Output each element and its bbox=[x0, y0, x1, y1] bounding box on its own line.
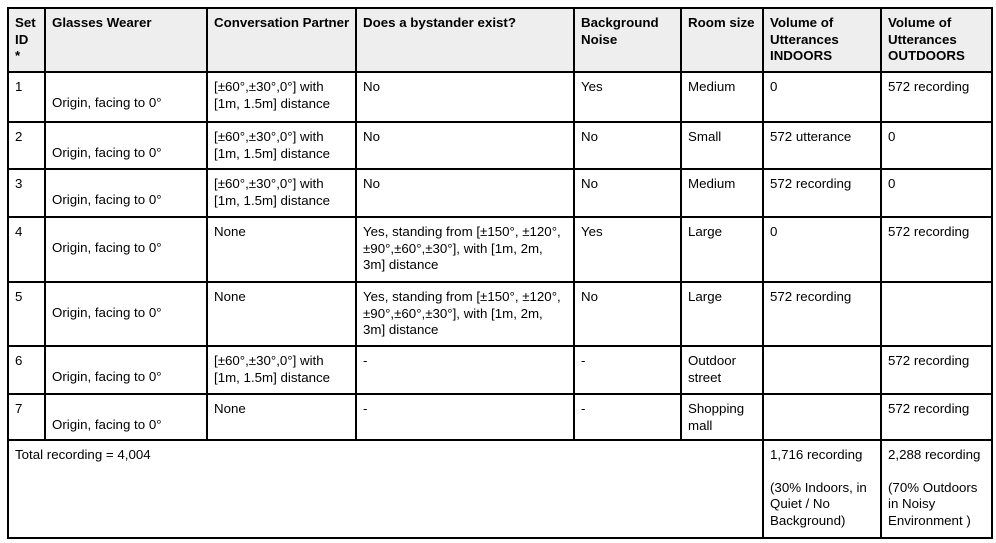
data-table bbox=[7, 7, 993, 539]
cell-room-size: Shopping mall bbox=[681, 394, 763, 440]
total-outdoors-value: 2,288 recording bbox=[888, 447, 981, 462]
cell-bystander: Yes, standing from [±150°, ±120°,±90°,±60°,±30°], with [1m, 2m, 3m] distance bbox=[356, 217, 574, 282]
cell-volume-outdoors: 572 recording bbox=[881, 72, 992, 122]
cell-volume-outdoors: 572 recording bbox=[881, 346, 992, 394]
cell-volume-outdoors: 572 recording bbox=[881, 217, 992, 282]
table-row bbox=[8, 72, 992, 122]
recording-setup-table bbox=[7, 7, 991, 535]
table-row bbox=[8, 217, 992, 282]
cell-bystander: No bbox=[356, 122, 574, 169]
cell-bystander: - bbox=[356, 346, 574, 394]
cell-volume-indoors: 0 bbox=[763, 72, 881, 122]
cell-background-noise: - bbox=[574, 346, 681, 394]
cell-volume-outdoors bbox=[881, 282, 992, 346]
total-outdoors-cell bbox=[881, 440, 992, 538]
cell-volume-outdoors: 0 bbox=[881, 122, 992, 169]
cell-volume-indoors bbox=[763, 346, 881, 394]
cell-conversation-partner: None bbox=[207, 282, 356, 346]
cell-volume-indoors: 572 utterance bbox=[763, 122, 881, 169]
total-recording-label: Total recording = 4,004 bbox=[8, 440, 763, 538]
cell-background-noise: - bbox=[574, 394, 681, 440]
table-row bbox=[8, 394, 992, 440]
table-row bbox=[8, 169, 992, 217]
cell-volume-indoors bbox=[763, 394, 881, 440]
cell-glasses-wearer: Origin, facing to 0° bbox=[45, 217, 207, 282]
cell-room-size: Small bbox=[681, 122, 763, 169]
header-background-noise: Background Noise bbox=[574, 8, 681, 72]
cell-background-noise: No bbox=[574, 122, 681, 169]
cell-room-size: Medium bbox=[681, 72, 763, 122]
cell-glasses-wearer: Origin, facing to 0° bbox=[45, 122, 207, 169]
cell-volume-outdoors: 572 recording bbox=[881, 394, 992, 440]
total-indoors-cell bbox=[763, 440, 881, 538]
cell-set-id: 7 bbox=[8, 394, 45, 440]
cell-set-id: 3 bbox=[8, 169, 45, 217]
cell-background-noise: Yes bbox=[574, 72, 681, 122]
cell-background-noise: Yes bbox=[574, 217, 681, 282]
cell-bystander: No bbox=[356, 72, 574, 122]
table-row bbox=[8, 282, 992, 346]
cell-glasses-wearer: Origin, facing to 0° bbox=[45, 394, 207, 440]
cell-glasses-wearer: Origin, facing to 0° bbox=[45, 282, 207, 346]
cell-glasses-wearer: Origin, facing to 0° bbox=[45, 346, 207, 394]
cell-set-id: 6 bbox=[8, 346, 45, 394]
cell-bystander: - bbox=[356, 394, 574, 440]
cell-bystander: Yes, standing from [±150°, ±120°,±90°,±60°,±30°], with [1m, 2m, 3m] distance bbox=[356, 282, 574, 346]
total-indoors-value: 1,716 recording bbox=[770, 447, 863, 462]
cell-volume-indoors: 572 recording bbox=[763, 169, 881, 217]
table-header bbox=[8, 8, 992, 72]
cell-volume-indoors: 572 recording bbox=[763, 282, 881, 346]
cell-set-id: 5 bbox=[8, 282, 45, 346]
total-indoors-note: (30% Indoors, in Quiet / No Background) bbox=[770, 479, 867, 528]
table-body bbox=[8, 72, 992, 538]
cell-background-noise: No bbox=[574, 282, 681, 346]
cell-set-id: 1 bbox=[8, 72, 45, 122]
table-row bbox=[8, 346, 992, 394]
table-row bbox=[8, 122, 992, 169]
cell-room-size: Outdoor street bbox=[681, 346, 763, 394]
cell-volume-indoors: 0 bbox=[763, 217, 881, 282]
cell-glasses-wearer: Origin, facing to 0° bbox=[45, 72, 207, 122]
header-conversation-partner: Conversation Partner bbox=[207, 8, 356, 72]
cell-set-id: 2 bbox=[8, 122, 45, 169]
cell-set-id: 4 bbox=[8, 217, 45, 282]
cell-room-size: Medium bbox=[681, 169, 763, 217]
header-bystander: Does a bystander exist? bbox=[356, 8, 574, 72]
header-row bbox=[8, 8, 992, 72]
cell-room-size: Large bbox=[681, 282, 763, 346]
cell-conversation-partner: None bbox=[207, 394, 356, 440]
cell-glasses-wearer: Origin, facing to 0° bbox=[45, 169, 207, 217]
cell-conversation-partner: [±60°,±30°,0°] with [1m, 1.5m] distance bbox=[207, 169, 356, 217]
cell-conversation-partner: [±60°,±30°,0°] with [1m, 1.5m] distance bbox=[207, 122, 356, 169]
cell-bystander: No bbox=[356, 169, 574, 217]
cell-background-noise: No bbox=[574, 169, 681, 217]
header-set-id: Set ID * bbox=[8, 8, 45, 72]
header-volume-indoors: Volume of Utterances INDOORS bbox=[763, 8, 881, 72]
cell-conversation-partner: [±60°,±30°,0°] with [1m, 1.5m] distance bbox=[207, 346, 356, 394]
total-row bbox=[8, 440, 992, 538]
header-room-size: Room size bbox=[681, 8, 763, 72]
cell-room-size: Large bbox=[681, 217, 763, 282]
cell-volume-outdoors: 0 bbox=[881, 169, 992, 217]
cell-conversation-partner: None bbox=[207, 217, 356, 282]
header-glasses-wearer: Glasses Wearer bbox=[45, 8, 207, 72]
cell-conversation-partner: [±60°,±30°,0°] with [1m, 1.5m] distance bbox=[207, 72, 356, 122]
total-outdoors-note: (70% Outdoors in Noisy Environment ) bbox=[888, 479, 978, 528]
header-volume-outdoors: Volume of Utterances OUTDOORS bbox=[881, 8, 992, 72]
